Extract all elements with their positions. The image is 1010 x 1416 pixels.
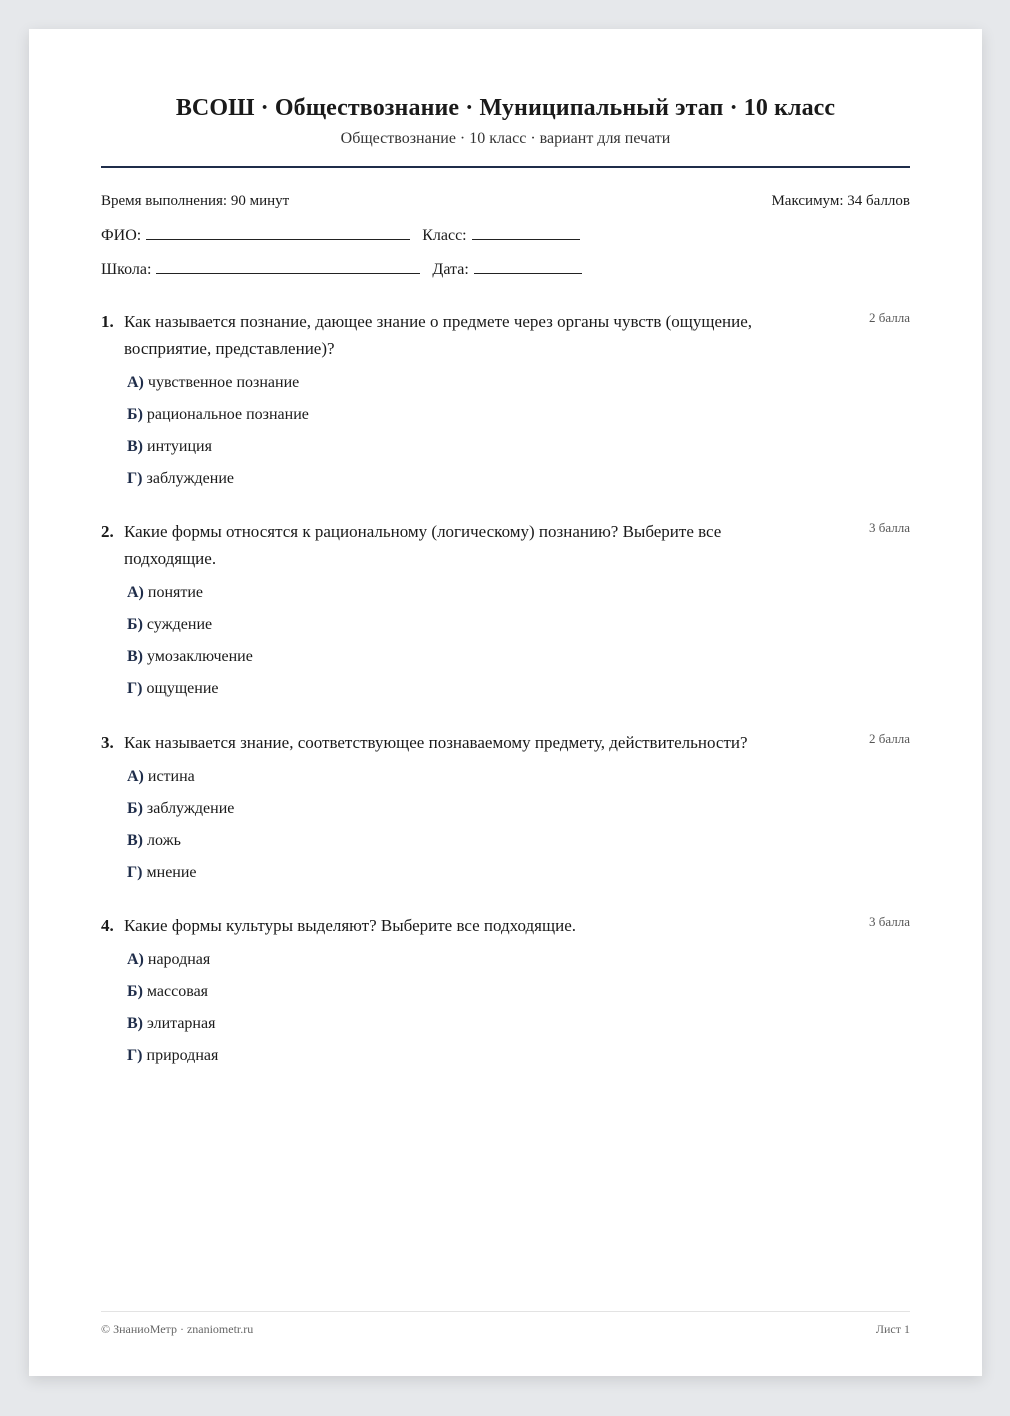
question-2 (101, 518, 910, 710)
option-text: интуиция (147, 438, 212, 455)
question-4 (101, 912, 910, 1077)
option-letter: В) (127, 832, 143, 849)
answer-option-b[interactable] (127, 798, 910, 830)
option-text: рациональное познание (146, 406, 309, 423)
answer-option-g[interactable] (127, 468, 910, 500)
date-label: Дата: (432, 261, 469, 278)
class-field[interactable] (472, 225, 580, 240)
answer-option-b[interactable] (127, 614, 910, 646)
option-text: чувственное познание (147, 374, 300, 391)
answer-option-v[interactable] (127, 436, 910, 468)
question-header (101, 912, 910, 939)
answer-options (101, 582, 910, 710)
option-letter: В) (127, 438, 143, 455)
footer-sheet-number: Лист 1 (875, 1322, 910, 1336)
question-points: 3 балла (869, 914, 910, 929)
question-number: 3. (101, 733, 114, 752)
answer-option-b[interactable] (127, 404, 910, 436)
option-letter: Г) (127, 1047, 143, 1064)
answer-option-a[interactable] (127, 372, 910, 404)
option-text: ощущение (146, 680, 219, 697)
question-1 (101, 308, 910, 500)
question-text: Как называется познание, дающее знание о предмете через органы чувств (ощущение, восприятие, представление)? (124, 312, 753, 358)
option-letter: Б) (127, 406, 143, 423)
option-letter: Б) (127, 616, 143, 633)
question-number: 2. (101, 522, 114, 541)
page-content (101, 29, 910, 1376)
answer-option-g[interactable] (127, 1045, 910, 1077)
answer-options (101, 372, 910, 500)
header-divider (101, 166, 910, 168)
option-text: заблуждение (146, 800, 235, 817)
time-limit: Время выполнения: 90 минут (101, 193, 290, 209)
option-text: природная (146, 1047, 219, 1064)
question-text: Какие формы относятся к рациональному (логическому) познанию? Выберите все подходящие. (124, 522, 722, 568)
question-header (101, 518, 910, 572)
option-text: народная (147, 951, 211, 968)
option-text: суждение (146, 616, 213, 633)
question-header (101, 729, 910, 756)
question-number: 1. (101, 312, 114, 331)
question-number: 4. (101, 916, 114, 935)
option-text: ложь (147, 832, 181, 849)
answer-option-v[interactable] (127, 646, 910, 678)
date-field[interactable] (474, 259, 582, 274)
footer-divider (101, 1311, 910, 1312)
answer-option-a[interactable] (127, 949, 910, 981)
option-text: понятие (147, 584, 204, 601)
fio-field[interactable] (146, 225, 410, 240)
question-points: 3 балла (869, 520, 910, 535)
student-fields-row-2 (101, 259, 910, 279)
option-text: заблуждение (146, 470, 234, 487)
question-text: Как называется знание, соответствующее познаваемому предмету, действительности? (124, 733, 748, 752)
fio-label: ФИО: (101, 227, 142, 244)
option-text: массовая (146, 983, 209, 1000)
answer-options (101, 949, 910, 1077)
question-text: Какие формы культуры выделяют? Выберите все подходящие. (124, 916, 576, 935)
question-3 (101, 729, 910, 894)
page-sheet (29, 29, 982, 1376)
option-letter: Г) (127, 864, 143, 881)
question-points: 2 балла (869, 731, 910, 746)
max-score: Максимум: 34 баллов (771, 193, 910, 209)
student-fields-row-1 (101, 225, 910, 245)
class-label: Класс: (422, 227, 467, 244)
option-letter: Б) (127, 800, 143, 817)
answer-option-g[interactable] (127, 862, 910, 894)
school-label: Школа: (101, 261, 152, 278)
option-letter: Г) (127, 680, 143, 697)
option-letter: А) (127, 584, 144, 601)
option-text: истина (147, 768, 195, 785)
option-letter: Б) (127, 983, 143, 1000)
answer-options (101, 766, 910, 894)
option-letter: А) (127, 951, 144, 968)
option-letter: Г) (127, 470, 143, 487)
question-header (101, 308, 910, 362)
meta-row (101, 193, 910, 210)
page-subtitle: Обществознание · 10 класс · вариант для печати (340, 130, 671, 147)
footer-copyright: © ЗнаниоМетр · znaniometr.ru (101, 1322, 254, 1336)
option-letter: В) (127, 648, 143, 665)
page-footer (101, 1322, 910, 1337)
page-title: ВСОШ · Обществознание · Муниципальный этап · 10 класс (175, 95, 836, 121)
option-text: умозаключение (147, 648, 253, 665)
question-points: 2 балла (869, 310, 910, 325)
answer-option-v[interactable] (127, 1013, 910, 1045)
option-letter: А) (127, 374, 144, 391)
answer-option-a[interactable] (127, 582, 910, 614)
answer-option-b[interactable] (127, 981, 910, 1013)
answer-option-v[interactable] (127, 830, 910, 862)
answer-option-a[interactable] (127, 766, 910, 798)
option-text: элитарная (147, 1015, 216, 1032)
option-letter: В) (127, 1015, 143, 1032)
option-letter: А) (127, 768, 144, 785)
option-text: мнение (146, 864, 197, 881)
answer-option-g[interactable] (127, 678, 910, 710)
school-field[interactable] (156, 259, 420, 274)
